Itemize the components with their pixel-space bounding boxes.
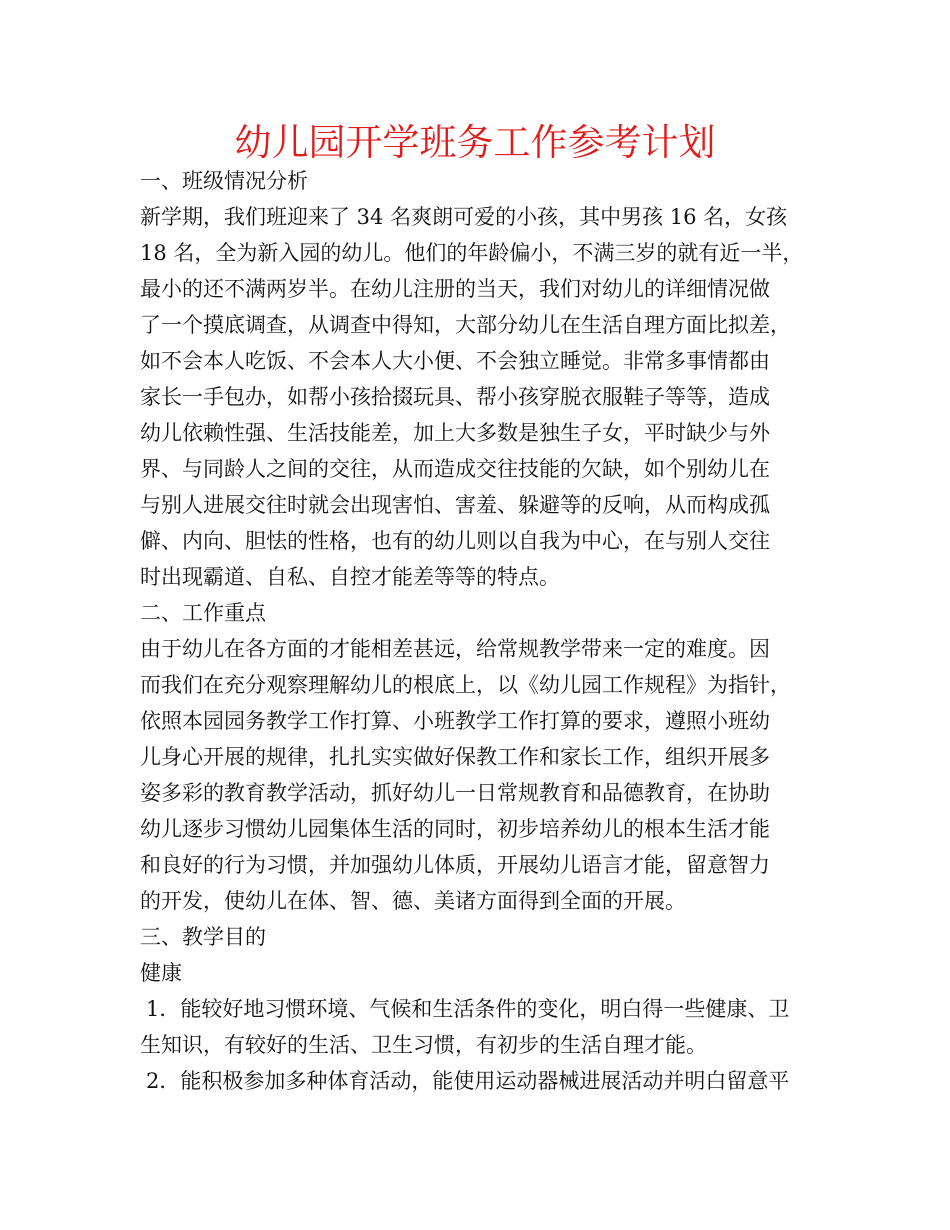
- list-item-line: 1．能较好地习惯环境、气候和生活条件的变化，明白得一些健康、卫: [146, 997, 790, 1021]
- paragraph-line: 幼儿逐步习惯幼儿园集体生活的同时，初步培养幼儿的根本生活才能: [140, 817, 770, 841]
- section-heading-work-focus: 二、工作重点: [140, 601, 266, 625]
- paragraph-line: 18 名，全为新入园的幼儿。他们的年龄偏小，不满三岁的就有近一半，: [140, 241, 804, 265]
- section-heading-class-analysis: 一、班级情况分析: [140, 169, 308, 193]
- paragraph-line: 界、与同龄人之间的交往，从而造成交往技能的欠缺，如个别幼儿在: [140, 457, 770, 481]
- paragraph-line: 新学期，我们班迎来了 34 名爽朗可爱的小孩，其中男孩 16 名，女孩: [140, 205, 788, 229]
- document-body: [140, 163, 816, 1099]
- paragraph-line: 姿多彩的教育教学活动，抓好幼儿一日常规教育和品德教育，在协助: [140, 781, 770, 805]
- paragraph-line: 而我们在充分观察理解幼儿的根底上，以《幼儿园工作规程》为指针，: [140, 673, 791, 697]
- document-title: 幼儿园开学班务工作参考计划: [234, 121, 716, 164]
- list-item-line: 生知识，有较好的生活、卫生习惯，有初步的生活自理才能。: [140, 1033, 707, 1057]
- goal-item-2: [140, 1063, 816, 1099]
- paragraph-line: 的开发，使幼儿在体、智、德、美诸方面得到全面的开展。: [140, 889, 686, 913]
- paragraph-line: 时出现霸道、自私、自控才能差等等的特点。: [140, 565, 560, 589]
- section-heading-teaching-goals: 三、教学目的: [140, 925, 266, 949]
- paragraph-line: 与别人进展交往时就会出现害怕、害羞、躲避等的反响，从而构成孤: [140, 493, 770, 517]
- paragraph-line: 儿身心开展的规律，扎扎实实做好保教工作和家长工作，组织开展多: [140, 745, 770, 769]
- paragraph-line: 和良好的行为习惯，并加强幼儿体质，开展幼儿语言才能，留意智力: [140, 853, 770, 877]
- paragraph-line: 最小的还不满两岁半。在幼儿注册的当天，我们对幼儿的详细情况做: [140, 277, 770, 301]
- list-item-line: 2．能积极参加多种体育活动，能使用运动器械进展活动并明白留意平: [146, 1069, 790, 1093]
- paragraph-line: 幼儿依赖性强、生活技能差，加上大多数是独生子女，平时缺少与外: [140, 421, 770, 445]
- paragraph-line: 家长一手包办，如帮小孩拾掇玩具、帮小孩穿脱衣服鞋子等等，造成: [140, 385, 770, 409]
- goal-item-1: [140, 991, 816, 1063]
- paragraph-line: 由于幼儿在各方面的才能相差甚远，给常规教学带来一定的难度。因: [140, 637, 770, 661]
- paragraph-line: 如不会本人吃饭、不会本人大小便、不会独立睡觉。非常多事情都由: [140, 349, 770, 373]
- paragraph-line: 僻、内向、胆怯的性格，也有的幼儿则以自我为中心，在与别人交往: [140, 529, 770, 553]
- subheading-health: 健康: [140, 961, 182, 985]
- paragraph-line: 了一个摸底调查，从调查中得知，大部分幼儿在生活自理方面比拟差，: [140, 313, 791, 337]
- paragraph-line: 依照本园园务教学工作打算、小班教学工作打算的要求，遵照小班幼: [140, 709, 770, 733]
